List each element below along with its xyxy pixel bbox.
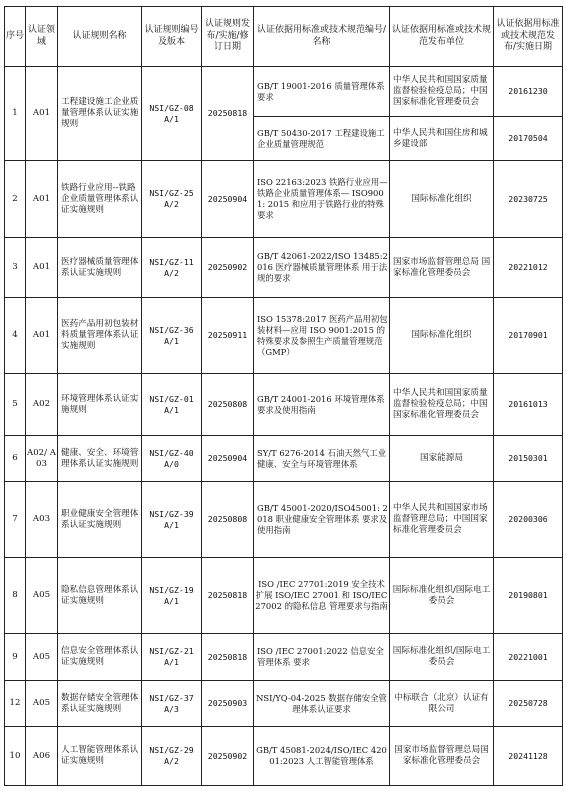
cell-rule-code: NSI/GZ-08 A/1 xyxy=(142,67,202,161)
table-row xyxy=(5,67,563,117)
cell-domain: A01 xyxy=(26,67,58,161)
cell-std-date: 20241128 xyxy=(494,727,563,786)
table-row xyxy=(5,374,563,436)
cell-std-date: 20221001 xyxy=(494,634,563,681)
table-row xyxy=(5,558,563,634)
cell-std-date: 20190801 xyxy=(494,558,563,634)
header-rule-name: 认证规则名称 xyxy=(58,7,142,67)
cell-rule-name: 信息安全管理体系认证实施规则 xyxy=(58,634,142,681)
cell-standard: ISO 15378:2017 医药产品用初包装材料—应用 ISO 9001:2015 的特殊要求及参照生产质量管理规范（GMP） xyxy=(254,298,390,374)
header-row xyxy=(5,7,563,67)
cell-org: 国家能源局 xyxy=(390,436,494,482)
cell-seq: 3 xyxy=(5,238,26,298)
cell-rule-name: 人工智能管理体系认证实施规则 xyxy=(58,727,142,786)
cell-seq: 12 xyxy=(5,681,26,727)
cell-rule-date: 20250911 xyxy=(202,298,254,374)
cell-standard: ISO /IEC 27001:2022 信息安全管理体系 要求 xyxy=(254,634,390,681)
cell-seq: 7 xyxy=(5,482,26,558)
table-row xyxy=(5,238,563,298)
cell-rule-name: 数据存储安全管理体系认证实施规则 xyxy=(58,681,142,727)
table-row xyxy=(5,634,563,681)
cell-org: 中华人民共和国国家质量监督检验检疫总局；中国国家标准化管理委员会 xyxy=(390,374,494,436)
cell-rule-date: 20250904 xyxy=(202,436,254,482)
cell-domain: A02 xyxy=(26,374,58,436)
cell-rule-code: NSI/GZ-19 A/1 xyxy=(142,558,202,634)
cell-standard: NSI/YQ-04-2025 数据存储安全管理体系认证要求 xyxy=(254,681,390,727)
cell-seq: 10 xyxy=(5,727,26,786)
cell-org: 中华人民共和国住房和城乡建设部 xyxy=(390,117,494,161)
cell-domain: A03 xyxy=(26,482,58,558)
header-org: 认证依据用标准或技术规范发布单位 xyxy=(390,7,494,67)
cell-standard: SY/T 6276-2014 石油天然气工业 健康、安全与环境管理体系 xyxy=(254,436,390,482)
cell-domain: A01 xyxy=(26,238,58,298)
header-standard: 认证依据用标准或技术规范编号/名称 xyxy=(254,7,390,67)
cell-standard: GB/T 24001-2016 环境管理体系 要求及使用指南 xyxy=(254,374,390,436)
cell-rule-name: 职业健康安全管理体系认证实施规则 xyxy=(58,482,142,558)
header-std-date: 认证依据用标准或技术规范发布/实施日期 xyxy=(494,7,563,67)
cell-rule-code: NSI/GZ-29 A/2 xyxy=(142,727,202,786)
table-row xyxy=(5,161,563,238)
table-row xyxy=(5,436,563,482)
cell-std-date: 20170901 xyxy=(494,298,563,374)
header-rule-code: 认证规则编号及版本 xyxy=(142,7,202,67)
cell-rule-date: 20250904 xyxy=(202,161,254,238)
cell-rule-date: 20250903 xyxy=(202,681,254,727)
cell-org: 国际标准化组织 xyxy=(390,298,494,374)
cell-rule-date: 20250818 xyxy=(202,634,254,681)
cell-rule-code: NSI/GZ-36 A/1 xyxy=(142,298,202,374)
cell-domain: A06 xyxy=(26,727,58,786)
cell-org: 中华人民共和国国家市场监督管理总局；中国国家标准化管理委员会 xyxy=(390,482,494,558)
cell-domain: A02/ A03 xyxy=(26,436,58,482)
cell-org: 中华人民共和国国家质量监督检验检疫总局；中国国家标准化管理委员会 xyxy=(390,67,494,117)
cell-std-date: 20170504 xyxy=(494,117,563,161)
table-row xyxy=(5,681,563,727)
cell-std-date: 20200306 xyxy=(494,482,563,558)
cell-seq: 8 xyxy=(5,558,26,634)
cell-standard: GB/T 45001-2020/ISO45001: 2018 职业健康安全管理体系 要求及使用指南 xyxy=(254,482,390,558)
cell-org: 中标联合（北京）认证有限公司 xyxy=(390,681,494,727)
cell-rule-date: 20250902 xyxy=(202,727,254,786)
cell-org: 国际标准化组织 xyxy=(390,161,494,238)
cell-org: 国家市场监督管理总局 国家标准化管理委员会 xyxy=(390,238,494,298)
cell-seq: 2 xyxy=(5,161,26,238)
cell-std-date: 20161230 xyxy=(494,67,563,117)
header-rule-date: 认证规则发布/实施/修订日期 xyxy=(202,7,254,67)
cell-std-date: 20150301 xyxy=(494,436,563,482)
cell-seq: 5 xyxy=(5,374,26,436)
certification-rules-table xyxy=(4,6,563,786)
cell-org: 国际标准化组织/国际电工委员会 xyxy=(390,634,494,681)
cell-rule-code: NSI/GZ-25 A/2 xyxy=(142,161,202,238)
table-row xyxy=(5,727,563,786)
table-row xyxy=(5,482,563,558)
cell-seq: 4 xyxy=(5,298,26,374)
cell-rule-name: 环境管理体系认证实施规则 xyxy=(58,374,142,436)
cell-org: 国家市场监督管理总局国家标准化管理委员会 xyxy=(390,727,494,786)
cell-std-date: 20221012 xyxy=(494,238,563,298)
cell-domain: A01 xyxy=(26,161,58,238)
cell-rule-code: NSI/GZ-37 A/3 xyxy=(142,681,202,727)
cell-rule-name: 工程建设施工企业质量管理体系认证实施规则 xyxy=(58,67,142,161)
header-seq: 序号 xyxy=(5,7,26,67)
cell-standard: GB/T 42061-2022/ISO 13485:2016 医疗器械质量管理体系 用于法规的要求 xyxy=(254,238,390,298)
cell-rule-name: 隐私信息管理体系认证实施规则 xyxy=(58,558,142,634)
cell-rule-date: 20250902 xyxy=(202,238,254,298)
cell-rule-code: NSI/GZ-11 A/2 xyxy=(142,238,202,298)
cell-rule-name: 医疗器械质量管理体系认证实施规则 xyxy=(58,238,142,298)
cell-domain: A05 xyxy=(26,681,58,727)
cell-standard: GB/T 19001-2016 质量管理体系 要求 xyxy=(254,67,390,117)
cell-std-date: 20161013 xyxy=(494,374,563,436)
cell-rule-date: 20250808 xyxy=(202,374,254,436)
cell-rule-date: 20250818 xyxy=(202,558,254,634)
cell-rule-name: 健康、安全、环境管理体系认证实施规则 xyxy=(58,436,142,482)
cell-standard: GB/T 50430-2017 工程建设施工企业质量管理规范 xyxy=(254,117,390,161)
table-row xyxy=(5,298,563,374)
cell-std-date: 20250728 xyxy=(494,681,563,727)
cell-seq: 1 xyxy=(5,67,26,161)
cell-rule-name: 铁路行业应用--铁路企业质量管理体系认证实施规则 xyxy=(58,161,142,238)
cell-rule-code: NSI/GZ-21 A/1 xyxy=(142,634,202,681)
header-domain: 认证领域 xyxy=(26,7,58,67)
cell-standard: GB/T 45081-2024/ISO/IEC 42001:2023 人工智能管理体系 xyxy=(254,727,390,786)
cell-org: 国际标准化组织/国际电工委员会 xyxy=(390,558,494,634)
cell-domain: A05 xyxy=(26,558,58,634)
cell-seq: 9 xyxy=(5,634,26,681)
cell-rule-date: 20250808 xyxy=(202,482,254,558)
cell-standard: ISO /IEC 27701:2019 安全技术 扩展 ISO/IEC 27001 和 ISO/IEC 27002 的隐私信息 管理要求与指南 xyxy=(254,558,390,634)
cell-rule-name: 医药产品用初包装材料质量管理体系认证实施规则 xyxy=(58,298,142,374)
cell-standard: ISO 22163:2023 铁路行业应用—铁路企业质量管理体系— ISO9001: 2015 和应用于铁路行业的特殊要求 xyxy=(254,161,390,238)
cell-rule-code: NSI/GZ-40 A/0 xyxy=(142,436,202,482)
cell-rule-code: NSI/GZ-01 A/1 xyxy=(142,374,202,436)
cell-domain: A05 xyxy=(26,634,58,681)
cell-domain: A01 xyxy=(26,298,58,374)
cell-rule-code: NSI/GZ-39 A/1 xyxy=(142,482,202,558)
cell-std-date: 20230725 xyxy=(494,161,563,238)
cell-seq: 6 xyxy=(5,436,26,482)
cell-rule-date: 20250818 xyxy=(202,67,254,161)
